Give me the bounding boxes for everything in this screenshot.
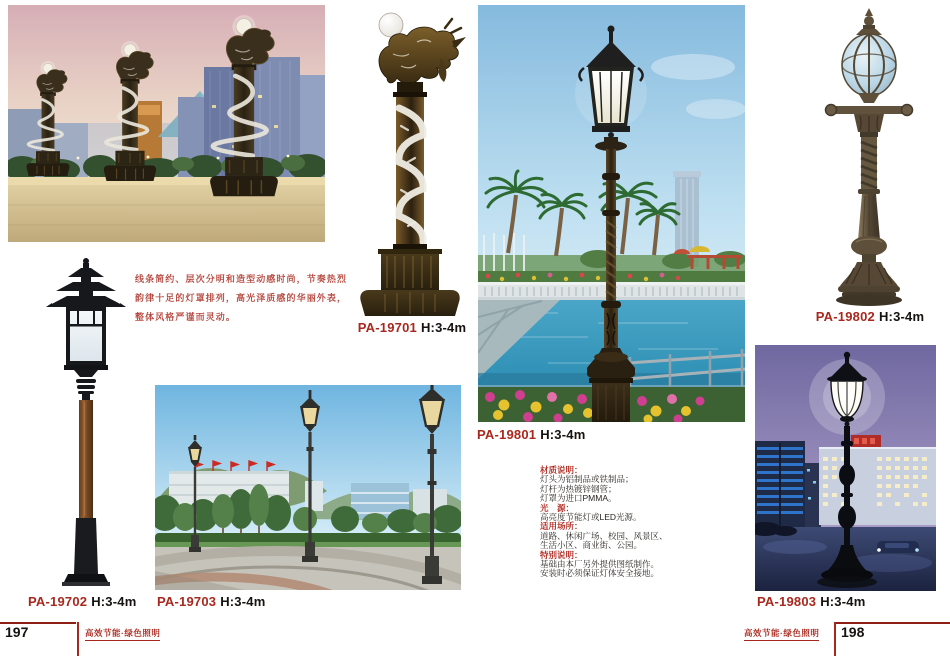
footer-divider-right — [834, 622, 836, 656]
product-label-pa19701 — [352, 320, 472, 335]
product-label-pa19801 — [477, 427, 585, 442]
product-label-pa19803 — [757, 594, 865, 609]
pa-19701-product-image — [357, 8, 467, 320]
spec-line: 安装时必须保证灯体安全接地。 — [540, 568, 660, 579]
spec-title: 光 源： — [540, 502, 575, 513]
spec-line: 道路、休闲广场、校园、风景区、 — [540, 530, 668, 541]
description-line: 整体风格严谨而灵动。 — [135, 312, 237, 322]
product-id: PA-19802 — [815, 309, 875, 324]
spec-title: 适用场所： — [540, 521, 583, 532]
page-number-left: 197 — [5, 624, 29, 640]
spec-line: 基础由本厂另外提供图纸制作。 — [540, 559, 660, 570]
product-height: H:3-4m — [820, 594, 866, 609]
product-id: PA-19701 — [357, 320, 417, 335]
product-height: H:3-4m — [220, 594, 266, 609]
product-height: H:3-4m — [540, 427, 586, 442]
dragon-columns-plaza-photo — [8, 5, 325, 242]
pa-19703-scene-photo — [155, 385, 461, 590]
spec-line: 灯杆为热镀锌钢管； — [540, 483, 617, 494]
product-label-pa19703 — [157, 594, 265, 609]
description-line: 韵律十足的灯罩排列，高光泽质感的华丽外表， — [135, 293, 348, 303]
product-height: H:3-4m — [878, 309, 925, 324]
product-id: PA-19703 — [157, 594, 217, 609]
product-label-pa19702 — [28, 594, 136, 609]
pa-19803-scene-photo — [755, 345, 936, 591]
spec-title: 材质说明： — [540, 465, 583, 475]
footer-slogan-left: 高效节能·绿色照明 — [85, 627, 160, 641]
product-id: PA-19702 — [28, 594, 88, 609]
spec-line: 灯头为铝制品或铁制品； — [540, 474, 634, 485]
spec-line: 生活小区、商业街、公园。 — [540, 540, 643, 551]
page-number-right: 198 — [841, 624, 865, 640]
footer-divider-left — [77, 622, 79, 656]
spec-notes — [540, 466, 725, 579]
product-id: PA-19801 — [477, 427, 537, 442]
product-height: H:3-4m — [91, 594, 137, 609]
product-label-pa19802 — [795, 309, 945, 324]
product-id: PA-19803 — [757, 594, 817, 609]
series-description — [135, 270, 348, 327]
pa-19801-scene-photo — [478, 5, 745, 422]
pa-19802-product-image — [810, 8, 928, 306]
spec-line: 灯罩为进口PMMA。 — [540, 493, 617, 504]
description-line: 线条简约、层次分明和造型动感时尚，节奏热烈 — [135, 274, 348, 284]
spec-line: 高亮度节能灯或LED光源。 — [540, 512, 642, 523]
spec-title: 特别说明： — [540, 549, 583, 560]
footer-slogan-right: 高效节能·绿色照明 — [744, 627, 819, 641]
product-height: H:3-4m — [420, 320, 467, 335]
pa-19702-product-image — [22, 256, 152, 590]
